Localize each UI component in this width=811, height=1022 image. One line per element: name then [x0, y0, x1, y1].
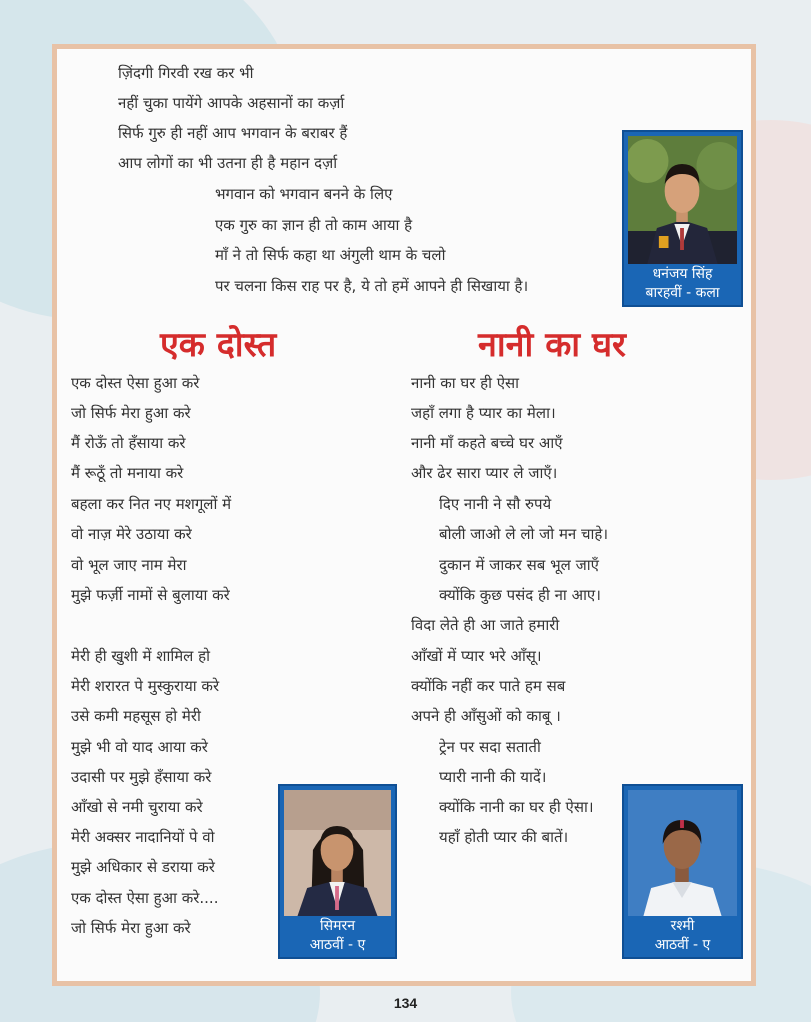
poem-line: माँ ने तो सिर्फ कहा था अंगुली थाम के चलो — [215, 246, 446, 264]
poem-line: एक दोस्त ऐसा हुआ करे.... — [71, 889, 219, 907]
poem-line: मेरी अक्सर नादानियों पे वो — [71, 828, 215, 846]
poem-line: पर चलना किस राह पर है, ये तो हमें आपने ही सिखाया है। — [215, 277, 529, 295]
author-caption — [624, 265, 741, 303]
author-photo-card — [622, 130, 743, 307]
poem-line: नहीं चुका पायेंगे आपके अहसानों का कर्ज़ा — [118, 94, 345, 112]
poem-line: क्योंकि नानी का घर ही ऐसा। — [439, 798, 594, 816]
poem-line: वो नाज़ मेरे उठाया करे — [71, 525, 192, 543]
poem-line: नानी का घर ही ऐसा — [411, 374, 520, 392]
student-photo — [284, 790, 391, 916]
poem-line: वो भूल जाए नाम मेरा — [71, 556, 187, 574]
poem-line: उसे कमी महसूस हो मेरी — [71, 707, 201, 725]
poem-line: मेरी ही खुशी में शामिल हो — [71, 647, 210, 665]
poem-line: ट्रेन पर सदा सताती — [439, 738, 541, 756]
poem-line: भगवान को भगवान बनने के लिए — [215, 185, 393, 203]
poem-line: आप लोगों का भी उतना ही है महान दर्ज़ा — [118, 154, 338, 172]
author-photo-card — [278, 784, 397, 959]
author-name: धनंजय सिंह — [652, 266, 713, 282]
poem-line: नानी माँ कहते बच्चे घर आएँ — [411, 434, 563, 452]
student-photo — [628, 136, 737, 264]
author-caption — [280, 917, 395, 955]
poem-line: उदासी पर मुझे हँसाया करे — [71, 768, 212, 786]
poem-line: मुझे अधिकार से डराया करे — [71, 858, 215, 876]
poem-line: मैं रोऊँ तो हँसाया करे — [71, 434, 186, 452]
author-caption — [624, 917, 741, 955]
poem-line: प्यारी नानी की यादें। — [439, 768, 547, 786]
poem-line: जहाँ लगा है प्यार का मेला। — [411, 404, 556, 422]
poem-title: नानी का घर — [478, 325, 626, 365]
poem-line: जो सिर्फ मेरा हुआ करे — [71, 404, 191, 422]
poem-line: यहाँ होती प्यार की बातें। — [439, 828, 569, 846]
poem-line: क्योंकि नहीं कर पाते हम सब — [411, 677, 566, 695]
poem-line: बहला कर नित नए मशगूलों में — [71, 495, 232, 513]
poem-line: एक गुरु का ज्ञान ही तो काम आया है — [215, 216, 413, 234]
poem-line: ज़िंदगी गिरवी रख कर भी — [118, 64, 254, 82]
author-photo-card — [622, 784, 743, 959]
poem-line: मुझे फर्ज़ी नामों से बुलाया करे — [71, 586, 230, 604]
poem-line: सिर्फ गुरु ही नहीं आप भगवान के बराबर हैं — [118, 124, 348, 142]
poem-line: आँखों में प्यार भरे आँसू। — [411, 647, 542, 665]
poem-line: आँखो से नमी चुराया करे — [71, 798, 203, 816]
author-class: आठवीं - ए — [654, 937, 711, 953]
poem-line: अपने ही आँसुओं को काबू । — [411, 707, 561, 725]
poem-line: मैं रूठूँ तो मनाया करे — [71, 464, 184, 482]
poem-line: मेरी शरारत पे मुस्कुराया करे — [71, 677, 220, 695]
author-class: आठवीं - ए — [309, 937, 366, 953]
author-name: रश्मी — [670, 918, 695, 934]
poem-line: बोली जाओ ले लो जो मन चाहे। — [439, 525, 609, 543]
poem-line: दिए नानी ने सौ रुपये — [439, 495, 552, 513]
poem-line: और ढेर सारा प्यार ले जाएँ। — [411, 464, 558, 482]
poem-line: दुकान में जाकर सब भूल जाएँ — [439, 556, 599, 574]
student-photo — [628, 790, 737, 916]
poem-title: एक दोस्त — [160, 325, 277, 365]
poem-line: विदा लेते ही आ जाते हमारी — [411, 616, 560, 634]
poem-line: जो सिर्फ मेरा हुआ करे — [71, 919, 191, 937]
poem-line: क्योंकि कुछ पसंद ही ना आए। — [439, 586, 601, 604]
page-number: 134 — [393, 995, 418, 1011]
author-class: बारहवीं - कला — [645, 285, 720, 301]
author-name: सिमरन — [320, 918, 355, 934]
poem-line: एक दोस्त ऐसा हुआ करे — [71, 374, 200, 392]
poem-line: मुझे भी वो याद आया करे — [71, 738, 208, 756]
